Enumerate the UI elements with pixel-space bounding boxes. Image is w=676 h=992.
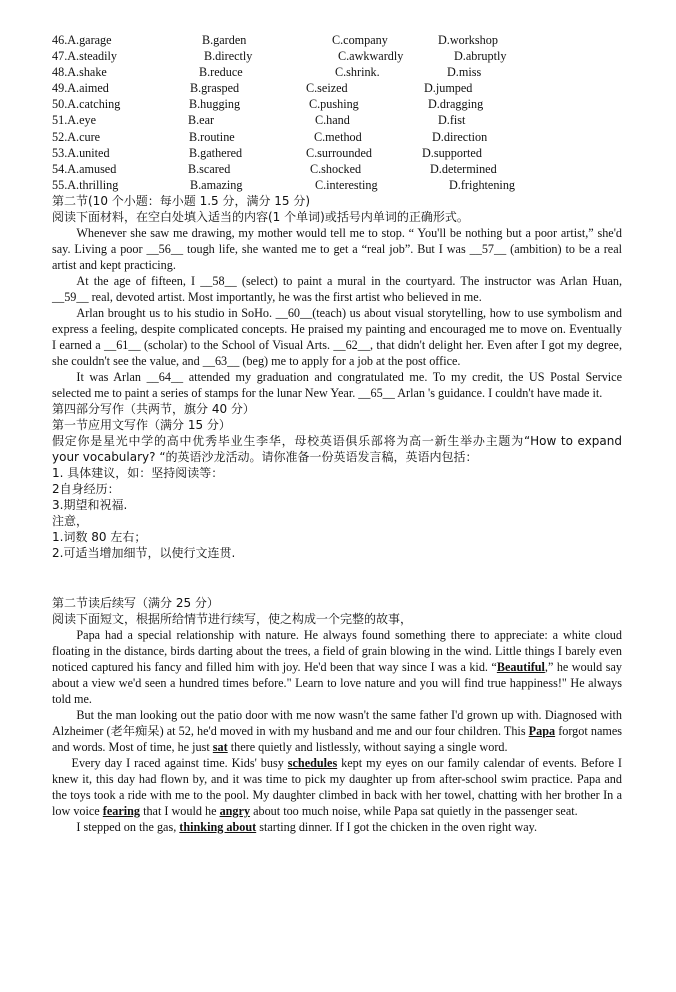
story-text: Papa had a special relationship with nature. He always found something there to appreciate: a white cloud floating in the distance, birds darting about the trees, a field of grain blowing in the wind. Little things I barely even noticed captured his fancy and filled him with joy. He'd been that way since I was a kid. “ xyxy=(52,627,622,674)
option-row xyxy=(52,96,622,112)
note-label: 注意， xyxy=(52,513,89,528)
keyword: schedules xyxy=(287,755,338,770)
story-text: Every day I raced against time. Kids' busy xyxy=(71,755,288,770)
keyword: thinking about xyxy=(179,819,257,834)
option-b: B.garden xyxy=(202,33,247,47)
option-d: D.frightening xyxy=(449,177,516,192)
option-b: B.amazing xyxy=(190,177,243,192)
option-a: 55.A.thrilling xyxy=(52,177,119,192)
option-d: D.abruptly xyxy=(454,49,507,64)
prompt-item: 1. 具体建议，如：坚持阅读等： xyxy=(52,465,224,480)
keyword: angry xyxy=(219,803,251,818)
option-row xyxy=(52,64,622,80)
option-a: 51.A.eye xyxy=(52,113,96,128)
passage-paragraph: It was Arlan __64__ attended my graduation and congratulated me. To my credit, the US Postal Service selected me to paint a series of stamps for the lunar New Year. __65__ Arlan 's guidance. I couldn't have made it. xyxy=(52,369,622,400)
option-c: C.surrounded xyxy=(306,145,373,160)
story-text: I stepped on the gas, xyxy=(76,819,180,834)
keyword: fearing xyxy=(102,803,141,818)
options-list xyxy=(52,32,622,193)
option-d: D.jumped xyxy=(424,81,473,96)
option-c: C.awkwardly xyxy=(338,49,404,64)
story-paragraph xyxy=(52,627,622,707)
option-c: C.shocked xyxy=(310,161,362,176)
section-heading: 第一节应用文写作（满分 15 分） xyxy=(52,417,231,432)
passage-paragraph: Whenever she saw me drawing, my mother would tell me to stop. “ You'll be nothing but a poor artist,” she'd say. Living a poor __56__ tough life, she wanted me to get a “real job”. But I was __57__ (ambition) to be a real artist and kept practicing. xyxy=(52,225,622,272)
option-b: B.reduce xyxy=(199,65,243,80)
option-c: C.hand xyxy=(315,113,350,128)
option-b: B.grasped xyxy=(190,81,240,96)
spacer xyxy=(52,561,622,595)
keyword: Beautiful xyxy=(496,659,545,674)
passage-paragraph: At the age of fifteen, I __58__ (select) to paint a mural in the courtyard. The instructor was Arlan Huan, __59__ real, devoted artist. Most importantly, he was the first artist who believed in me. xyxy=(52,273,622,304)
option-d: D.determined xyxy=(430,161,497,176)
option-row xyxy=(52,48,622,64)
keyword: sat xyxy=(212,739,228,754)
passage-paragraph: Arlan brought us to his studio in SoHo. __60__(teach) us about visual storytelling, how to use symbolism and express a feeling, despite complicated concepts. He praised my painting and encouraged me to move on. Eventually I earned a __61__ (scholar) to the School of Visual Arts. __62__, that didn't delight her. Even after I got my degree, she couldn't see the value, and __63__ (beg) me to apply for a job at the post office. xyxy=(52,305,622,368)
prompt-item: 2自身经历： xyxy=(52,481,120,496)
option-row xyxy=(52,32,622,48)
option-a: 50.A.catching xyxy=(52,97,121,112)
story-text: that I would he xyxy=(140,803,220,818)
story-paragraph xyxy=(52,755,622,819)
option-d: D.workshop xyxy=(438,33,498,47)
option-a: 52.A.cure xyxy=(52,129,101,144)
option-a: 49.A.aimed xyxy=(52,81,109,96)
option-a: 53.A.united xyxy=(52,145,110,160)
story-paragraph xyxy=(52,707,622,755)
option-row xyxy=(52,161,622,177)
story-text: kept my eyes on our family calendar of events. Before I knew it, this day had flown by, and it was time to pick my daughter up from after-school swim practice. Papa and the toys took a ride with me to the pool. My daughter climbed in back with her towel, chatting with her brother In a low voice xyxy=(52,755,622,818)
option-b: B.scared xyxy=(188,161,231,176)
option-b: B.directly xyxy=(204,49,253,64)
option-a: 48.A.shake xyxy=(52,65,107,80)
part-heading: 第四部分写作（共两节，旗分 40 分） xyxy=(52,401,255,416)
option-row xyxy=(52,112,622,128)
option-d: D.miss xyxy=(447,65,482,80)
option-a: 54.A.amused xyxy=(52,161,117,176)
story-text: there quietly and listlessly, without saying a single word. xyxy=(227,739,508,754)
option-row xyxy=(52,80,622,96)
option-c: C.interesting xyxy=(315,177,378,192)
option-row xyxy=(52,177,622,193)
option-row xyxy=(52,145,622,161)
section-heading: 第二节(10 个小题：每小题 1.5 分，满分 15 分) xyxy=(52,193,311,208)
option-b: B.gathered xyxy=(189,145,243,160)
story-text: starting dinner. If I got the chicken in the oven right way. xyxy=(256,819,537,834)
story-text: ,” he would say about a view we'd seen a hundred times before." Learn to love nature and you will find true happiness!" He always told me. xyxy=(52,659,622,706)
option-b: B.routine xyxy=(189,129,235,144)
story-text: But the man looking out the patio door with me now wasn't the same father I'd grown up with. Diagnosed with Alzheimer (老年痴呆) at 52, he'd moved in with my husband and me and our four children. This xyxy=(52,707,622,738)
option-row xyxy=(52,129,622,145)
option-d: D.direction xyxy=(432,129,488,144)
option-c: C.company xyxy=(332,33,388,47)
note-item: 1.词数 80 左右； xyxy=(52,529,147,544)
option-b: B.hugging xyxy=(189,97,241,112)
keyword: Papa xyxy=(528,723,556,738)
option-c: C.method xyxy=(314,129,362,144)
story-text: forgot names and words. Most of time, he just xyxy=(52,723,622,754)
option-a: 47.A.steadily xyxy=(52,49,117,64)
option-c: C.shrink. xyxy=(335,65,380,80)
prompt-item: 3.期望和祝福. xyxy=(52,497,128,512)
writing-prompt: 假定你是星光中学的高中优秀毕业生李华，母校英语俱乐部将为高一新生举办主题为“How to expand your vocabulary? “的英语沙龙活动。请你准备一份英语发言稿，英语内包括： xyxy=(52,433,622,464)
story-text: about too much noise, while Papa sat quietly in the passenger seat. xyxy=(250,803,578,818)
option-d: D.dragging xyxy=(428,97,484,112)
note-item: 2.可适当增加细节，以使行文连贯. xyxy=(52,545,236,560)
section-instruction: 阅读下面材料，在空白处填入适当的内容(1 个单词)或括号内单词的正确形式。 xyxy=(52,209,469,224)
option-b: B.ear xyxy=(188,113,215,128)
option-a: 46.A.garage xyxy=(52,33,112,47)
story-paragraph xyxy=(52,819,622,835)
option-c: C.seized xyxy=(306,81,348,96)
option-d: D.supported xyxy=(422,145,482,160)
option-d: D.fist xyxy=(438,113,466,128)
section-heading: 第二节读后续写（满分 25 分） xyxy=(52,595,219,610)
option-c: C.pushing xyxy=(309,97,359,112)
section-instruction: 阅读下面短文，根据所给情节进行续写，使之构成一个完整的故事， xyxy=(52,611,413,626)
